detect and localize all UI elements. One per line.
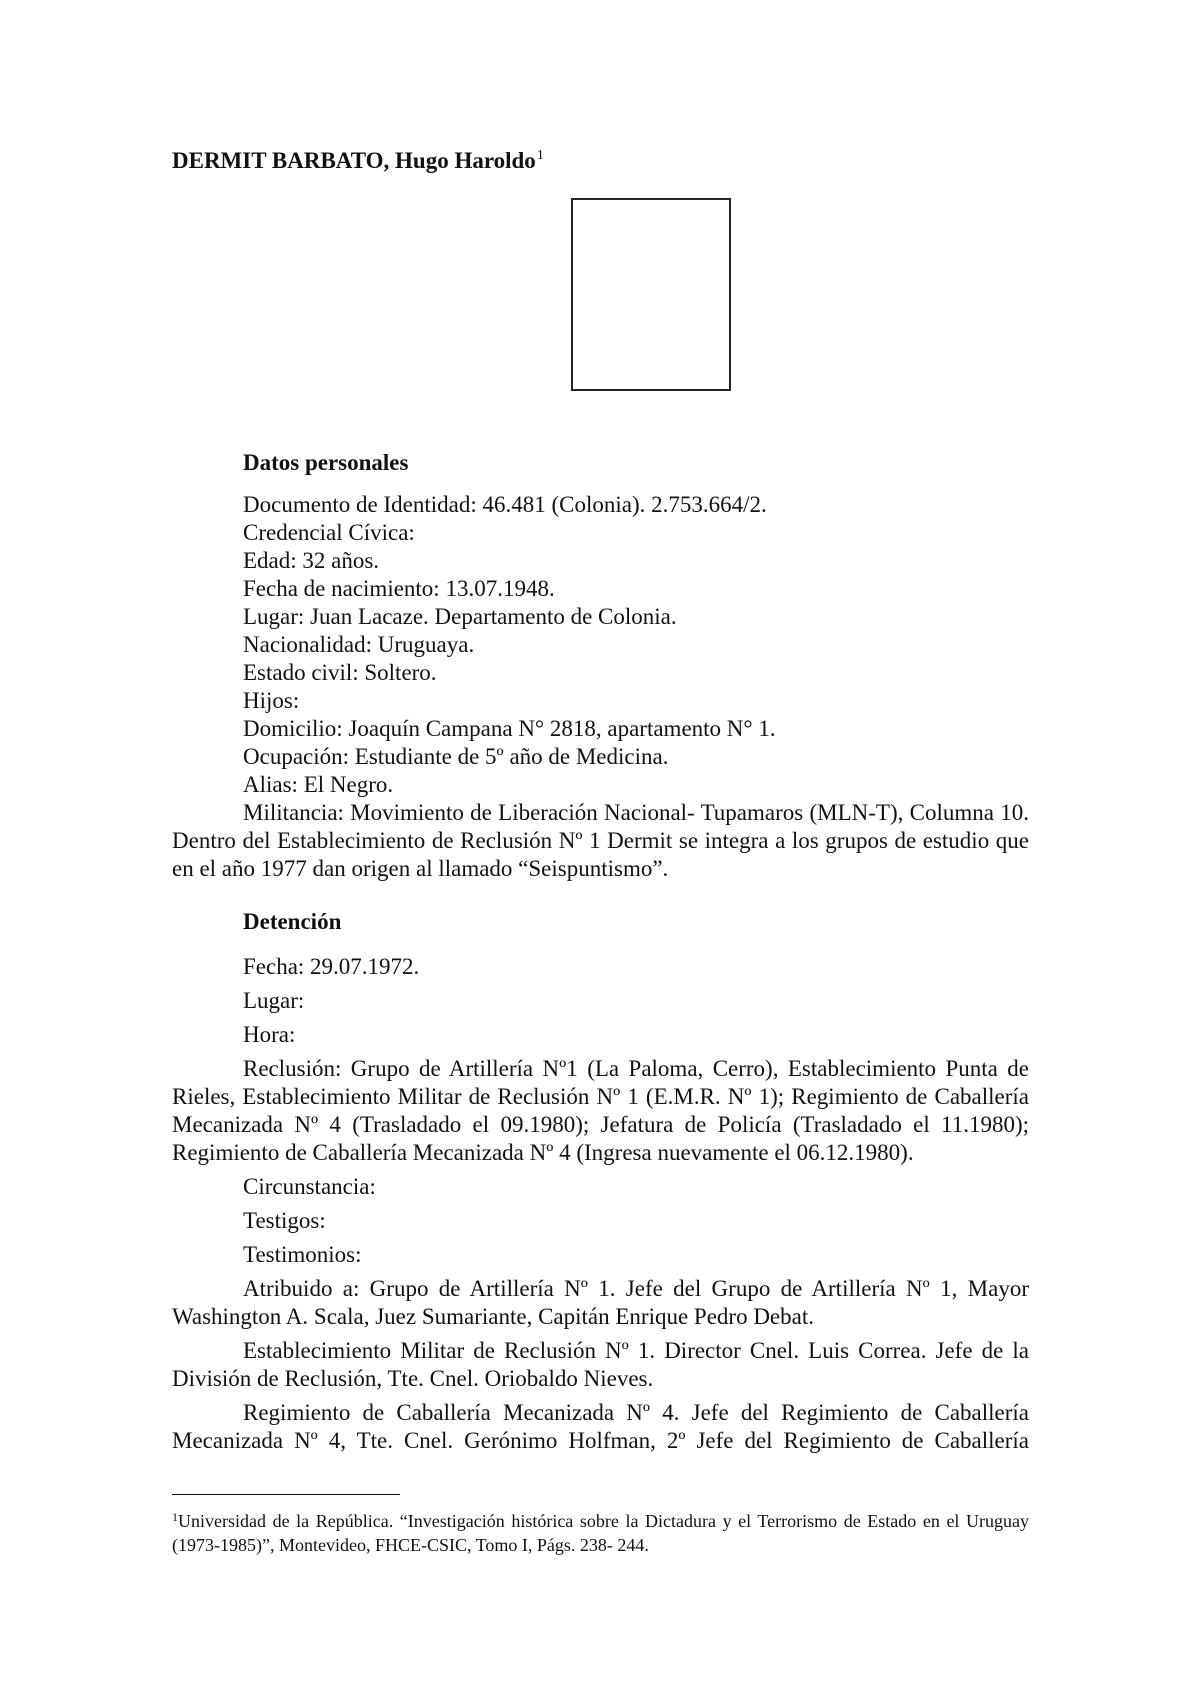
detencion-line-circunstancia: Circunstancia: — [243, 1174, 376, 1199]
datos-line-lugar: Lugar: Juan Lacaze. Departamento de Colonia. — [243, 604, 677, 629]
footnote-text: Universidad de la República. “Investigación histórica sobre la Dictadura y el Terrorismo de Estado en el Uruguay (1973-1985)”, Montevideo, FHCE-CSIC, Tomo I, Págs. 238- 244. — [172, 1511, 1029, 1555]
document-title — [172, 142, 544, 175]
detencion-paragraph-reclusion: Reclusión: Grupo de Artillería Nº1 (La Paloma, Cerro), Establecimiento Punta de Rieles, Establecimiento Militar de Reclusión Nº 1 (E.M.R. Nº 1); Regimiento de Caballería Mecanizada Nº 4 (Trasladado el 09.1980); Jefatura de Policía (Trasladado el 11.1980); Regimiento de Caballería Mecanizada Nº 4 (Ingresa nuevamente el 06.12.1980). — [172, 1056, 1029, 1165]
datos-line-estado-civil: Estado civil: Soltero. — [243, 660, 437, 685]
datos-line-credencial: Credencial Cívica: — [243, 520, 415, 545]
datos-line-nacionalidad: Nacionalidad: Uruguaya. — [243, 632, 475, 657]
detencion-line-hora: Hora: — [243, 1022, 296, 1047]
datos-paragraph-militancia: Militancia: Movimiento de Liberación Nacional- Tupamaros (MLN-T), Columna 10. Dentro del Establecimiento de Reclusión Nº 1 Dermit se integra a los grupos de estudio que en el año 1977 dan origen al llamado “Seispuntismo”. — [172, 800, 1029, 881]
datos-line-alias: Alias: El Negro. — [243, 772, 394, 797]
section-heading-datos: Datos personales — [243, 450, 409, 475]
photo-placeholder — [571, 198, 731, 391]
detencion-paragraph-regimiento: Regimiento de Caballería Mecanizada Nº 4. Jefe del Regimiento de Caballería Mecanizada Nº 4, Tte. Cnel. Gerónimo Holfman, 2º Jefe del Regimiento de Caballería — [172, 1400, 1029, 1453]
datos-line-documento: Documento de Identidad: 46.481 (Colonia). 2.753.664/2. — [243, 492, 767, 517]
datos-line-fecha-nacimiento: Fecha de nacimiento: 13.07.1948. — [243, 576, 555, 601]
datos-personales-block — [172, 491, 1029, 883]
detencion-line-fecha: Fecha: 29.07.1972. — [243, 954, 420, 979]
section-heading-detencion: Detención — [243, 909, 342, 934]
datos-line-domicilio: Domicilio: Joaquín Campana N° 2818, apartamento N° 1. — [243, 716, 776, 741]
datos-line-ocupacion: Ocupación: Estudiante de 5º año de Medicina. — [243, 744, 669, 769]
detencion-line-testigos: Testigos: — [243, 1208, 326, 1233]
detencion-line-testimonios: Testimonios: — [243, 1242, 362, 1267]
detencion-line-lugar: Lugar: — [243, 988, 305, 1013]
footnote-separator — [172, 1494, 400, 1495]
footnote-reference[interactable]: 1 — [536, 148, 544, 163]
footnote — [172, 1505, 1029, 1557]
person-name: DERMIT BARBATO, Hugo Haroldo — [172, 148, 536, 173]
detencion-paragraph-establecimiento: Establecimiento Militar de Reclusión Nº 1. Director Cnel. Luis Correa. Jefe de la División de Reclusión, Tte. Cnel. Oriobaldo Nieves. — [172, 1338, 1029, 1391]
footnote-number: 1 — [172, 1510, 178, 1524]
detencion-paragraph-atribuido: Atribuido a: Grupo de Artillería Nº 1. Jefe del Grupo de Artillería Nº 1, Mayor Washington A. Scala, Juez Sumariante, Capitán Enrique Pedro Debat. — [172, 1276, 1029, 1329]
datos-line-edad: Edad: 32 años. — [243, 548, 380, 573]
datos-line-hijos: Hijos: — [243, 688, 300, 713]
detencion-block — [172, 953, 1029, 1455]
